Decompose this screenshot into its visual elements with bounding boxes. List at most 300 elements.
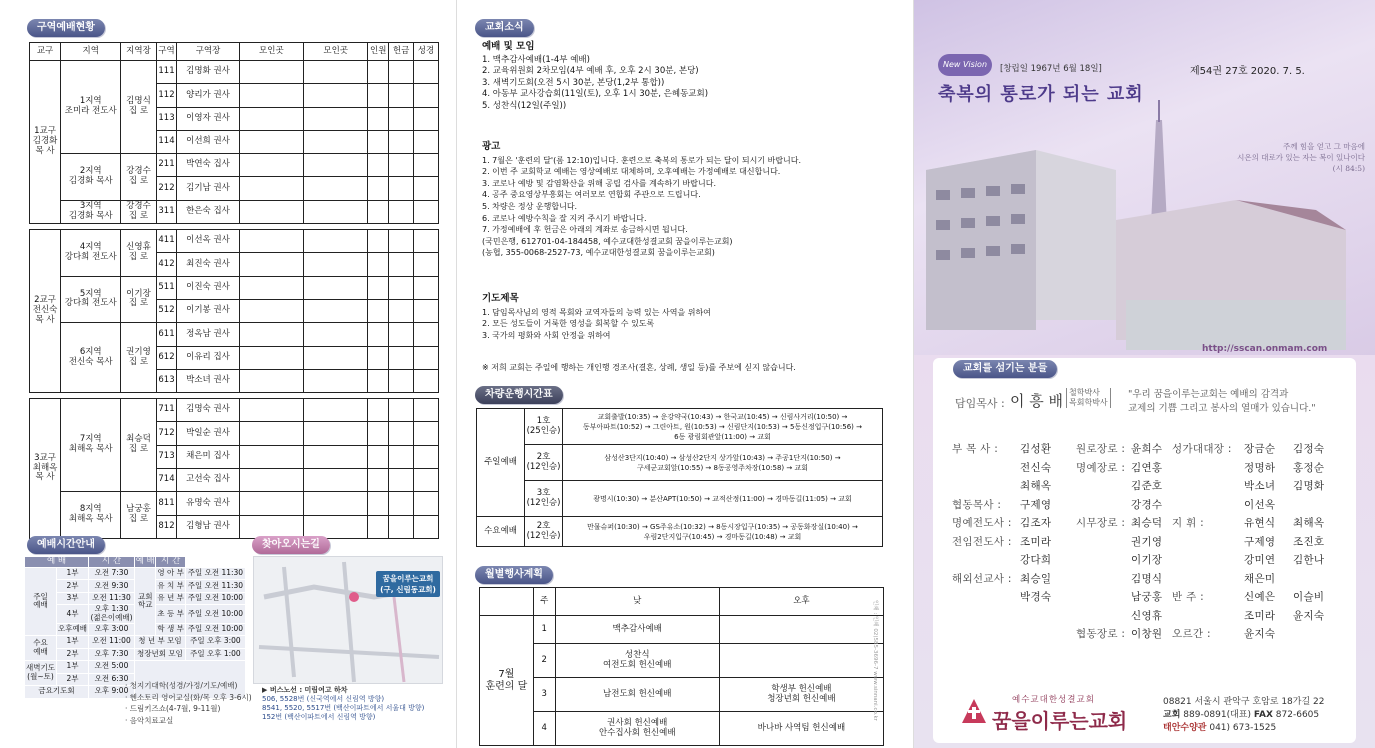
zone-blank-cell <box>389 61 414 84</box>
worship-group-cell: 새벽기도 (월~토) <box>25 661 57 686</box>
zone-blank-cell <box>304 177 368 200</box>
staff-name: 김조자 <box>1020 517 1052 529</box>
zone-blank-cell <box>239 515 303 538</box>
staff-name: 채은미 <box>1244 572 1276 585</box>
bus-title: ▶ 버스노선 : 미림여고 하차 <box>262 686 348 694</box>
area-cell: 7지역 최해옥 목사 <box>61 399 121 492</box>
zone-blank-cell <box>389 299 414 322</box>
staff-name: 권기영 <box>1131 535 1163 548</box>
bus-line: 8541, 5520, 5517번 (백산이파트에서 서울대 방향) <box>262 704 425 712</box>
monthly-row <box>480 644 884 678</box>
zone-blank-cell <box>239 177 303 200</box>
worship-time-cell: 오후 9:00 <box>89 686 135 699</box>
staff-name: 장금순 <box>1244 443 1276 455</box>
zone-leader-cell: 정옥남 권사 <box>177 323 239 346</box>
zone-blank-cell <box>389 84 414 107</box>
zone-blank-cell <box>368 130 389 153</box>
zone-number-cell: 112 <box>156 84 177 107</box>
zone-number-cell: 714 <box>156 469 177 492</box>
zone-blank-cell <box>304 492 368 515</box>
zone-number-cell: 412 <box>156 253 177 276</box>
zone-blank-cell <box>389 154 414 177</box>
area-head-cell: 강경수 집 로 <box>121 200 156 223</box>
zone-blank-cell <box>368 200 389 223</box>
zone-row <box>30 399 439 422</box>
worship-time-cell: 오후 3:00 <box>89 623 135 636</box>
zone-blank-cell <box>304 515 368 538</box>
worship-name-cell: 2부 <box>57 648 89 661</box>
zone-header-cell: 모인곳 <box>304 43 368 61</box>
staff-name: 남궁홍 <box>1131 591 1163 603</box>
staff-name: 윤지숙 <box>1244 628 1276 640</box>
car-route-cell: 교회출발(10:35) → 운강약국(10:43) → 한국교(10:45) → 신림사거리(10:50) → 동부아파트(10:52) → 그린아트, 원(10:53) → 신림단지(10:53) → 5동신정입구(10:56) → 6동 광림회관앞(11:00) → 교회 <box>563 409 883 445</box>
worship-head-cell: 시 간 <box>156 557 185 568</box>
zone-leader-cell: 이선희 권사 <box>177 130 239 153</box>
worship-head-cell: 예 배 <box>25 557 89 568</box>
car-number-cell: 2호 (12인승) <box>525 445 563 481</box>
zone-leader-cell: 이영자 권사 <box>177 107 239 130</box>
zone-blank-cell <box>389 177 414 200</box>
worship-name-cell: 오후예배 <box>57 623 89 636</box>
zone-blank-cell <box>304 253 368 276</box>
week-cell: 2 <box>533 644 555 678</box>
staff-name: 김명식 <box>1131 572 1163 585</box>
worship-time-cell: 오전 9:30 <box>89 580 135 593</box>
worship-name-cell: 4부 <box>57 605 89 623</box>
zone-blank-cell <box>368 177 389 200</box>
zone-blank-cell <box>414 445 439 468</box>
staff-name: 이기장 <box>1131 554 1163 566</box>
church-address: 08821 서울시 관악구 호암로 18가길 22 <box>1163 697 1325 707</box>
school-name-cell: 유 치 부 <box>156 580 185 593</box>
zone-leader-cell: 이선옥 권사 <box>177 230 239 253</box>
staff-role: 반 주 : <box>1172 591 1204 603</box>
zone-blank-cell <box>368 61 389 84</box>
zone-blank-cell <box>414 253 439 276</box>
retreat-line <box>1163 720 1276 733</box>
zone-number-cell: 111 <box>156 61 177 84</box>
zone-blank-cell <box>389 323 414 346</box>
car-row <box>477 517 883 547</box>
zone-blank-cell <box>414 154 439 177</box>
zone-blank-cell <box>414 515 439 538</box>
new-vision-badge: New Vision <box>938 54 992 76</box>
zone-blank-cell <box>389 369 414 392</box>
serving-staff-title: 교회를 섬기는 분들 <box>953 360 1057 378</box>
zone-number-cell: 411 <box>156 230 177 253</box>
car-schedule-title: 차량운행시간표 <box>475 386 563 404</box>
area-head-cell: 권기영 집 로 <box>121 323 156 393</box>
worship-meeting-list: 예배 및 모임 1. 맥추감사예배(1-4부 예배) 2. 교육위원회 2차모임(4부 예배 후, 오후 2시 30분, 본당) 3. 새벽기도회(오전 5시 30분, 본당(1,2부 통합)) 4. 아동부 교사강습회(11일(토), 오후 1시 30분, 은혜동교회) 5. 성찬식(12일(주일)) <box>482 41 709 111</box>
program-notes: · 청지기대학(성경/가정/기도/예배) · 헨소토리 영어교실(화/목 오후 3-6시) · 드림키즈쇼(4-7월, 9-11월) · 음악치료교실 <box>125 681 252 725</box>
zone-blank-cell <box>239 154 303 177</box>
zone-blank-cell <box>389 515 414 538</box>
worship-name-cell: 2부 <box>57 673 89 686</box>
zone-number-cell: 211 <box>156 154 177 177</box>
worship-name-cell: 1부 <box>57 661 89 674</box>
zone-blank-cell <box>368 154 389 177</box>
zone-row <box>30 323 439 346</box>
zone-leader-cell: 이유리 집사 <box>177 346 239 369</box>
zone-blank-cell <box>414 61 439 84</box>
church-name: 꿈을이루는교회 <box>992 709 1128 733</box>
staff-name: 최해옥 <box>1020 480 1052 492</box>
monthly-plan-title: 월별행사계획 <box>475 566 553 584</box>
zone-blank-cell <box>389 107 414 130</box>
staff-role: 성가대대장 : <box>1172 443 1232 455</box>
worship-time-row <box>25 636 246 649</box>
school-time-cell: 주일 오전 10:00 <box>185 592 245 605</box>
zone-header-cell: 교구 <box>30 43 61 61</box>
zone-leader-cell: 이기봉 권사 <box>177 299 239 322</box>
zone-blank-cell <box>239 107 303 130</box>
zone-blank-cell <box>239 469 303 492</box>
school-label-cell: 교회 학교 <box>134 567 155 635</box>
zone-number-cell: 712 <box>156 422 177 445</box>
zone-blank-cell <box>368 422 389 445</box>
zone-leader-cell: 박소녀 권사 <box>177 369 239 392</box>
area-cell: 5지역 강다희 전도사 <box>61 276 121 323</box>
zone-blank-cell <box>389 276 414 299</box>
zone-number-cell: 711 <box>156 399 177 422</box>
zone-worship-table <box>29 42 439 539</box>
parish-cell: 1교구 김경화 목 사 <box>30 61 61 224</box>
zone-blank-cell <box>304 299 368 322</box>
week-cell: 4 <box>533 712 555 746</box>
zone-blank-cell <box>239 200 303 223</box>
zone-header-cell: 지역장 <box>121 43 156 61</box>
zone-table-header <box>30 43 439 61</box>
zone-number-cell: 114 <box>156 130 177 153</box>
school-name-cell: 청 년 부 모임 <box>134 636 185 649</box>
school-time-cell: 주일 오후 3:00 <box>185 636 245 649</box>
car-group-cell: 주일예배 <box>477 409 525 517</box>
area-cell: 6지역 전신숙 목사 <box>61 323 121 393</box>
monthly-head-cell: 주 <box>533 588 555 616</box>
area-cell: 1지역 조미라 전도사 <box>61 61 121 154</box>
staff-name: 강경수 <box>1131 498 1163 511</box>
zone-blank-cell <box>414 299 439 322</box>
senior-pastor-name: 이 흥 배 <box>1010 392 1064 410</box>
staff-role: 오르간 : <box>1172 628 1211 640</box>
afternoon-event-cell <box>719 644 883 678</box>
zone-blank-cell <box>239 61 303 84</box>
staff-role: 명예전도사 : <box>952 517 1012 529</box>
monthly-header <box>480 588 884 616</box>
zone-blank-cell <box>389 445 414 468</box>
zone-number-cell: 611 <box>156 323 177 346</box>
zone-number-cell: 812 <box>156 515 177 538</box>
staff-name: 신예은 <box>1244 591 1276 603</box>
zone-header-cell: 인원 <box>368 43 389 61</box>
bus-line: 152번 (백산이파트에서 신림역 방향) <box>262 713 376 721</box>
zone-row <box>30 492 439 515</box>
worship-head-cell: 시 간 <box>89 557 135 568</box>
zone-blank-cell <box>368 299 389 322</box>
fax-number: 872-6605 <box>1275 710 1320 720</box>
zone-blank-cell <box>414 492 439 515</box>
zone-blank-cell <box>304 276 368 299</box>
car-number-cell: 3호 (12인승) <box>525 481 563 517</box>
denomination-name: 예수교대한성결교회 <box>1012 695 1095 705</box>
zone-number-cell: 713 <box>156 445 177 468</box>
retreat-label: 태안수양관 <box>1163 723 1207 733</box>
zone-blank-cell <box>368 323 389 346</box>
senior-pastor-label: 담임목사 : <box>955 397 1005 410</box>
retreat-phone: 041) 673-1525 <box>1209 723 1277 733</box>
worship-time-cell: 오전 5:00 <box>89 661 135 674</box>
zone-blank-cell <box>304 369 368 392</box>
zone-blank-cell <box>239 369 303 392</box>
worship-times-header <box>25 557 246 568</box>
zone-blank-cell <box>239 346 303 369</box>
church-logo <box>960 697 988 725</box>
car-row <box>477 445 883 481</box>
school-name-cell: 초 등 부 <box>156 605 185 623</box>
zone-blank-cell <box>304 399 368 422</box>
zone-blank-cell <box>368 492 389 515</box>
zone-number-cell: 511 <box>156 276 177 299</box>
area-cell: 8지역 최해옥 목사 <box>61 492 121 539</box>
staff-name: 정명하 <box>1244 461 1276 474</box>
staff-name: 전신숙 <box>1020 461 1052 474</box>
tel-label: 교회 <box>1163 710 1181 720</box>
zone-blank-cell <box>239 492 303 515</box>
zone-blank-cell <box>368 276 389 299</box>
zone-blank-cell <box>414 422 439 445</box>
monthly-head-cell: 낮 <box>555 588 719 616</box>
zone-blank-cell <box>239 299 303 322</box>
zone-leader-cell: 양리가 권사 <box>177 84 239 107</box>
school-name-cell: 청장년회 모임 <box>134 648 185 661</box>
zone-blank-cell <box>304 154 368 177</box>
zone-number-cell: 612 <box>156 346 177 369</box>
day-event-cell: 남전도회 헌신예배 <box>555 678 719 712</box>
worship-head-cell: 예 배 <box>135 556 155 566</box>
staff-name: 박경숙 <box>1020 591 1052 603</box>
staff-name: 이슬비 <box>1293 591 1325 603</box>
car-number-cell: 2호 (12인승) <box>525 517 563 547</box>
school-time-cell: 주일 오전 11:30 <box>185 567 245 580</box>
area-head-cell: 김명식 집 로 <box>121 61 156 154</box>
staff-name: 김성환 <box>1020 443 1052 455</box>
staff-name: 김한나 <box>1293 554 1325 566</box>
zone-blank-cell <box>239 230 303 253</box>
directions-title: 찾아오시는길 <box>252 536 330 554</box>
afternoon-event-cell <box>719 616 883 644</box>
worship-time-row <box>25 567 246 580</box>
zone-header-cell: 구역장 <box>177 43 239 61</box>
area-head-cell: 최승덕 집 로 <box>121 399 156 492</box>
zone-blank-cell <box>368 253 389 276</box>
zone-blank-cell <box>239 84 303 107</box>
zone-blank-cell <box>389 422 414 445</box>
school-time-cell: 주일 오후 1:00 <box>185 648 245 661</box>
area-cell: 2지역 김경화 목사 <box>61 154 121 201</box>
month-label-head <box>480 588 534 616</box>
bible-verse: 주께 힘을 얻고 그 마음에 시온의 대로가 있는 자는 복이 있나이다 (시 84:5) <box>1237 142 1365 173</box>
parish-cell: 3교구 최해옥 목 사 <box>30 399 61 539</box>
worship-time-cell: 오전 7:30 <box>89 567 135 580</box>
zone-blank-cell <box>414 399 439 422</box>
zone-number-cell: 212 <box>156 177 177 200</box>
staff-name: 유현식 <box>1244 517 1276 529</box>
announcement-list: 광고 1. 7월은 '훈련의 달'(롬 12:10)입니다. 훈련으로 축복의 통로가 되는 달이 되시기 바랍니다. 2. 이번 주 교회학교 예배는 영상예배로 대체하며, 오후예배는 가정예배로 대신합니다. 3. 코로나 예방 및 감염확산을 위해 공립 검사를 계속하기 바랍니다. 4. 공주 중요영상부흥회는 여러모로 연합회 주관으로 드립니다. 5. 차량은 정상 운행합니다. 6. 코로나 예방수칙을 잘 지켜 주시기 바랍니다. 7. 가정예배에 후 헌금은 아래의 계좌로 송금하시면 됩니다. (국민은행, 612701-04-184458, 예수교대한성결교회 꿈을이루는교회) (농협, 355-0068-2527-73, 예수교대한성결교회 꿈을이루는교회) <box>482 141 802 258</box>
staff-name: 김연홍 <box>1131 461 1163 474</box>
zone-leader-cell: 한은숙 집사 <box>177 200 239 223</box>
worship-time-row <box>25 648 246 661</box>
zone-header-cell: 성경 <box>414 43 439 61</box>
staff-name: 이선옥 <box>1244 498 1276 511</box>
school-time-cell: 주일 오전 11:30 <box>185 580 245 593</box>
school-name-cell: 영 아 부 <box>156 567 185 580</box>
car-schedule-table <box>476 408 883 547</box>
area-head-cell: 강경수 집 로 <box>121 154 156 201</box>
staff-name: 윤희수 <box>1131 443 1163 455</box>
worship-group-cell: 수요 예배 <box>25 636 57 661</box>
zone-leader-cell: 최진숙 권사 <box>177 253 239 276</box>
zone-blank-cell <box>368 445 389 468</box>
zone-number-cell: 811 <box>156 492 177 515</box>
staff-name: 조미라 <box>1244 609 1276 622</box>
car-group-cell: 수요예배 <box>477 517 525 547</box>
bus-icon: ▶ <box>262 686 270 694</box>
zone-number-cell: 613 <box>156 369 177 392</box>
school-time-cell: 주일 오전 10:00 <box>185 623 245 636</box>
staff-name: 강다희 <box>1020 554 1052 566</box>
zone-number-cell: 311 <box>156 200 177 223</box>
zone-blank-cell <box>239 276 303 299</box>
zone-blank-cell <box>414 276 439 299</box>
staff-name: 김준호 <box>1131 480 1163 492</box>
zone-blank-cell <box>389 346 414 369</box>
zone-blank-cell <box>389 399 414 422</box>
car-row <box>477 481 883 517</box>
zone-leader-cell: 김형남 권사 <box>177 515 239 538</box>
area-head-cell: 남궁홍 집 로 <box>121 492 156 539</box>
week-cell: 3 <box>533 678 555 712</box>
monthly-plan-table <box>479 587 884 746</box>
zone-blank-cell <box>414 130 439 153</box>
monthly-row <box>480 712 884 746</box>
zone-blank-cell <box>414 369 439 392</box>
staff-name: 조미라 <box>1020 535 1052 548</box>
contact-line <box>1163 707 1319 720</box>
zone-row <box>30 276 439 299</box>
zone-blank-cell <box>368 84 389 107</box>
zone-worship-title: 구역예배현황 <box>27 19 105 37</box>
staff-role: 협동목사 : <box>952 498 1002 511</box>
day-event-cell: 권사회 헌신예배 안수집사회 헌신예배 <box>555 712 719 746</box>
notice-text: ※ 저희 교회는 주일에 행하는 개인행 경조사(결혼, 상례, 생일 등)를 주보에 싣지 않습니다. <box>482 363 796 372</box>
worship-time-cell: 오전 11:30 <box>89 592 135 605</box>
staff-name: 최해옥 <box>1293 517 1325 529</box>
day-event-cell: 성찬식 여전도회 헌신예배 <box>555 644 719 678</box>
zone-blank-cell <box>389 230 414 253</box>
worship-time-cell: 오전 11:00 <box>89 636 135 649</box>
worship-name-cell: 3부 <box>57 592 89 605</box>
staff-role: 원로장로 : <box>1076 443 1126 455</box>
zone-blank-cell <box>368 346 389 369</box>
map <box>253 556 443 684</box>
church-building-image <box>916 100 1356 350</box>
zone-blank-cell <box>414 323 439 346</box>
zone-blank-cell <box>239 323 303 346</box>
zone-leader-cell: 박일순 권사 <box>177 422 239 445</box>
afternoon-event-cell: 학생부 헌신예배 청장년회 헌신예배 <box>719 678 883 712</box>
zone-blank-cell <box>304 84 368 107</box>
zone-blank-cell <box>304 107 368 130</box>
bus-info <box>262 686 424 722</box>
area-head-cell: 이기장 집 로 <box>121 276 156 323</box>
worship-times-table <box>24 556 246 699</box>
zone-header-cell: 모인곳 <box>239 43 303 61</box>
monthly-row <box>480 678 884 712</box>
staff-role: 지 휘 : <box>1172 517 1204 529</box>
staff-role: 전임전도사 : <box>952 535 1012 548</box>
bus-line: 506, 5528번 (신국역에서 신림역 방향) <box>262 695 385 703</box>
month-label-cell: 7월 훈련의 달 <box>480 616 534 746</box>
zone-blank-cell <box>414 200 439 223</box>
staff-role: 명예장로 : <box>1076 461 1126 474</box>
tel-number: 889-0891(대표) <box>1183 710 1252 720</box>
zone-blank-cell <box>304 200 368 223</box>
staff-name: 윤지숙 <box>1293 609 1325 622</box>
zone-blank-cell <box>389 492 414 515</box>
car-row <box>477 409 883 445</box>
worship-time-cell: 오후 1:30 (젊은이예배) <box>90 604 133 622</box>
worship-name-cell: 1부 <box>57 636 89 649</box>
worship-time-cell: 오전 6:30 <box>89 673 135 686</box>
cover-title: 축복의 통로가 되는 교회 <box>938 84 1144 105</box>
zone-header-cell: 헌금 <box>389 43 414 61</box>
zone-blank-cell <box>239 445 303 468</box>
staff-name: 최승덕 <box>1131 517 1163 529</box>
staff-name: 김정숙 <box>1293 443 1325 455</box>
staff-role: 협동장로 : <box>1076 628 1126 640</box>
day-event-cell: 맥추감사예배 <box>555 616 719 644</box>
zone-blank-cell <box>414 469 439 492</box>
school-name-cell: 유 년 부 <box>156 592 185 605</box>
zone-blank-cell <box>368 230 389 253</box>
area-cell: 3지역 김경화 목사 <box>61 200 121 223</box>
staff-role: 부 목 사 : <box>952 443 999 455</box>
church-motto: "우리 꿈을이루는교회는 예배의 감격과 교제의 기쁨 그리고 봉사의 열매가 있습니다." <box>1128 389 1316 414</box>
staff-name: 강미연 <box>1244 554 1276 566</box>
area-cell: 4지역 강다희 전도사 <box>61 230 121 277</box>
zone-row <box>30 154 439 177</box>
zone-blank-cell <box>368 369 389 392</box>
zone-blank-cell <box>414 230 439 253</box>
car-route-cell: 만물슈퍼(10:30) → GS주유소(10:32) → 8동시장입구(10:35) → 공동화장실(10:40) → 우림2단지입구(10:45) → 경마동길(10:48) → 교회 <box>563 517 883 547</box>
zone-blank-cell <box>389 253 414 276</box>
senior-pastor-degree: 철학박사 목회학박사 <box>1066 388 1111 408</box>
zone-blank-cell <box>368 399 389 422</box>
zone-blank-cell <box>239 253 303 276</box>
zone-blank-cell <box>414 346 439 369</box>
issue-number: 제54권 27호 2020. 7. 5. <box>1190 66 1305 77</box>
zone-row <box>30 200 439 223</box>
zone-leader-cell: 고선숙 집사 <box>177 469 239 492</box>
week-cell: 1 <box>533 616 555 644</box>
parish-cell: 2교구 전신숙 목 사 <box>30 230 61 393</box>
staff-role: 해외선교사 : <box>952 572 1012 585</box>
staff-name: 이창원 <box>1131 628 1163 640</box>
afternoon-event-cell: 바나바 사역팀 헌신예배 <box>719 712 883 746</box>
column-divider-1 <box>456 0 457 748</box>
staff-role: 시무장로 : <box>1076 517 1126 529</box>
zone-blank-cell <box>304 130 368 153</box>
